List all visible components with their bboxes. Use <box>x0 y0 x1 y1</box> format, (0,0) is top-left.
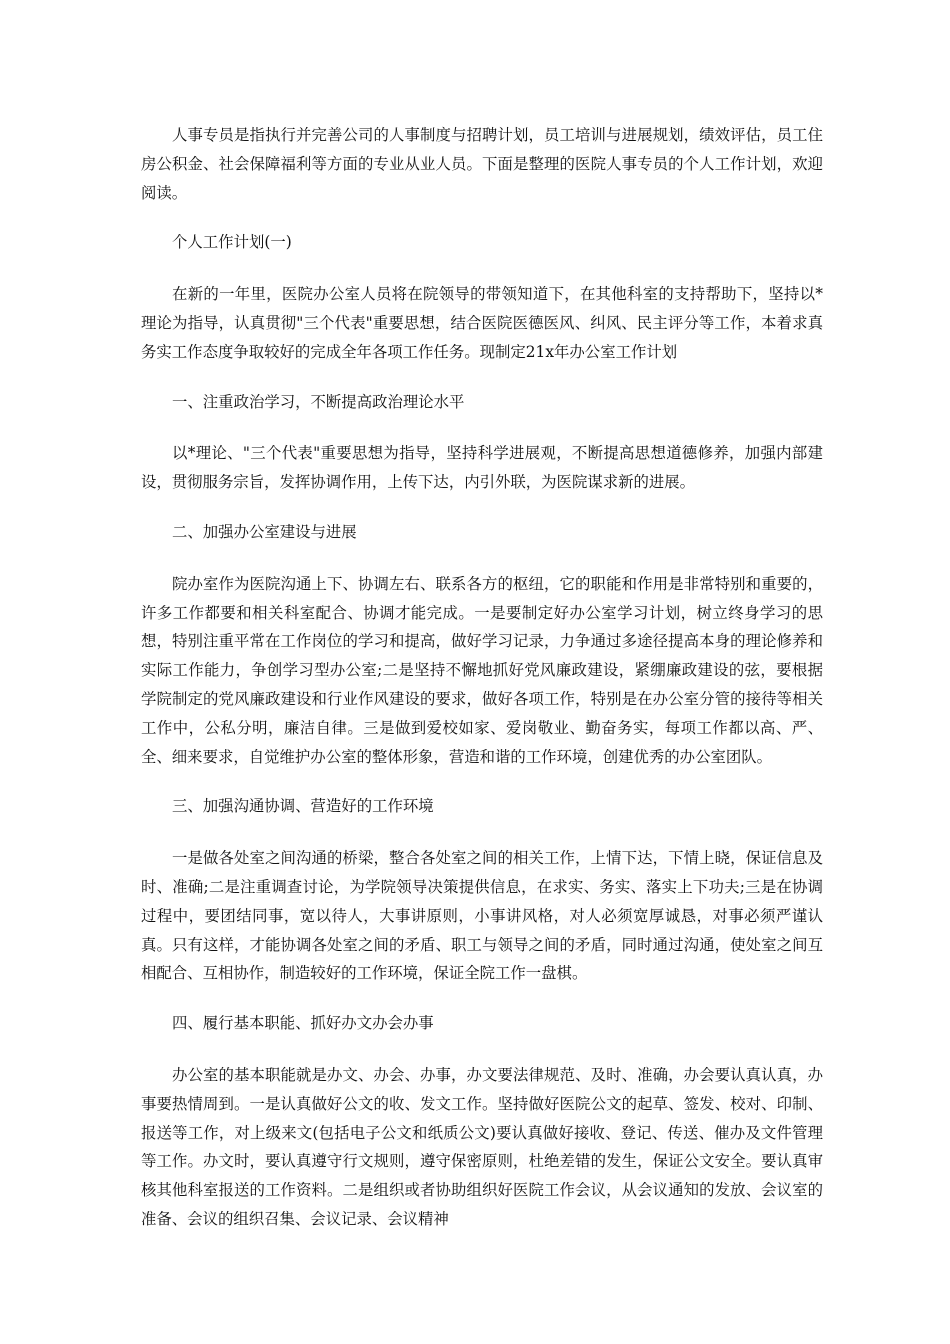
section-3-heading: 三、加强沟通协调、营造好的工作环境 <box>172 797 434 816</box>
section-2-body: 院办室作为医院沟通上下、协调左右、联系各方的枢纽，它的职能和作用是非常特别和重要的，许多工作都要和相关科室配合、协调才能完成。一是要制定好办公室学习计划，树立终身学习的思想，特别注重平常在工作岗位的学习和提高，做好学习记录，力争通过多途径提高本身的理论修养和实际工作能力，争创学习型办公室;二是坚持不懈地抓好党风廉政建设，紧绷廉政建设的弦，要根据学院制定的党风廉政建设和行业作风建设的要求，做好各项工作，特别是在办公室分管的接待等相关工作中，公私分明，廉洁自律。三是做到爱校如家、爱岗敬业、勤奋务实，每项工作都以高、严、全、细来要求，自觉维护办公室的整体形象，营造和谐的工作环境，创建优秀的办公室团队。 <box>141 574 823 766</box>
section-4-heading: 四、履行基本职能、抓好办文办会办事 <box>172 1014 434 1033</box>
plan-intro-paragraph: 在新的一年里，医院办公室人员将在院领导的带领知道下，在其他科室的支持帮助下，坚持以*理论为指导，认真贯彻"三个代表"重要思想，结合医院医德医风、纠风、民主评分等工作，本着求真务实工作态度争取较好的完成全年各项工作任务。现制定21x年办公室工作计划 <box>141 285 823 361</box>
document-body <box>141 121 823 1234</box>
section-3-body: 一是做各处室之间沟通的桥梁，整合各处室之间的相关工作，上情下达，下情上晓，保证信息及时、准确;二是注重调查讨论，为学院领导决策提供信息，在求实、务实、落实上下功夫;三是在协调过程中，要团结同事，宽以待人，大事讲原则，小事讲风格，对人必须宽厚诚恳，对事必须严谨认真。只有这样，才能协调各处室之间的矛盾、职工与领导之间的矛盾，同时通过沟通，使处室之间互相配合、互相协作，制造较好的工作环境，保证全院工作一盘棋。 <box>141 849 823 983</box>
section-1-heading: 一、注重政治学习，不断提高政治理论水平 <box>172 392 465 411</box>
section-4-body: 办公室的基本职能就是办文、办会、办事，办文要法律规范、及时、准确，办会要认真认真，办事要热情周到。一是认真做好公文的收、发文工作。坚持做好医院公文的起草、签发、校对、印制、报送等工作，对上级来文(包括电子公文和纸质公文)要认真做好接收、登记、传送、催办及文件管理等工作。办文时，要认真遵守行文规则，遵守保密原则，杜绝差错的发生，保证公文安全。要认真审核其他科室报送的工作资料。二是组织或者协助组织好医院工作会议，从会议通知的发放、会议室的准备、会议的组织召集、会议记录、会议精神 <box>141 1065 823 1228</box>
section-1-body: 以*理论、"三个代表"重要思想为指导，坚持科学进展观，不断提高思想道德修养，加强内部建设，贯彻服务宗旨，发挥协调作用，上传下达，内引外联，为医院谋求新的进展。 <box>141 444 823 492</box>
intro-paragraph: 人事专员是指执行并完善公司的人事制度与招聘计划，员工培训与进展规划，绩效评估，员工住房公积金、社会保障福利等方面的专业从业人员。下面是整理的医院人事专员的个人工作计划，欢迎阅读。 <box>141 126 823 202</box>
section-2-heading: 二、加强办公室建设与进展 <box>172 522 357 541</box>
plan-title: 个人工作计划(一) <box>172 233 292 252</box>
